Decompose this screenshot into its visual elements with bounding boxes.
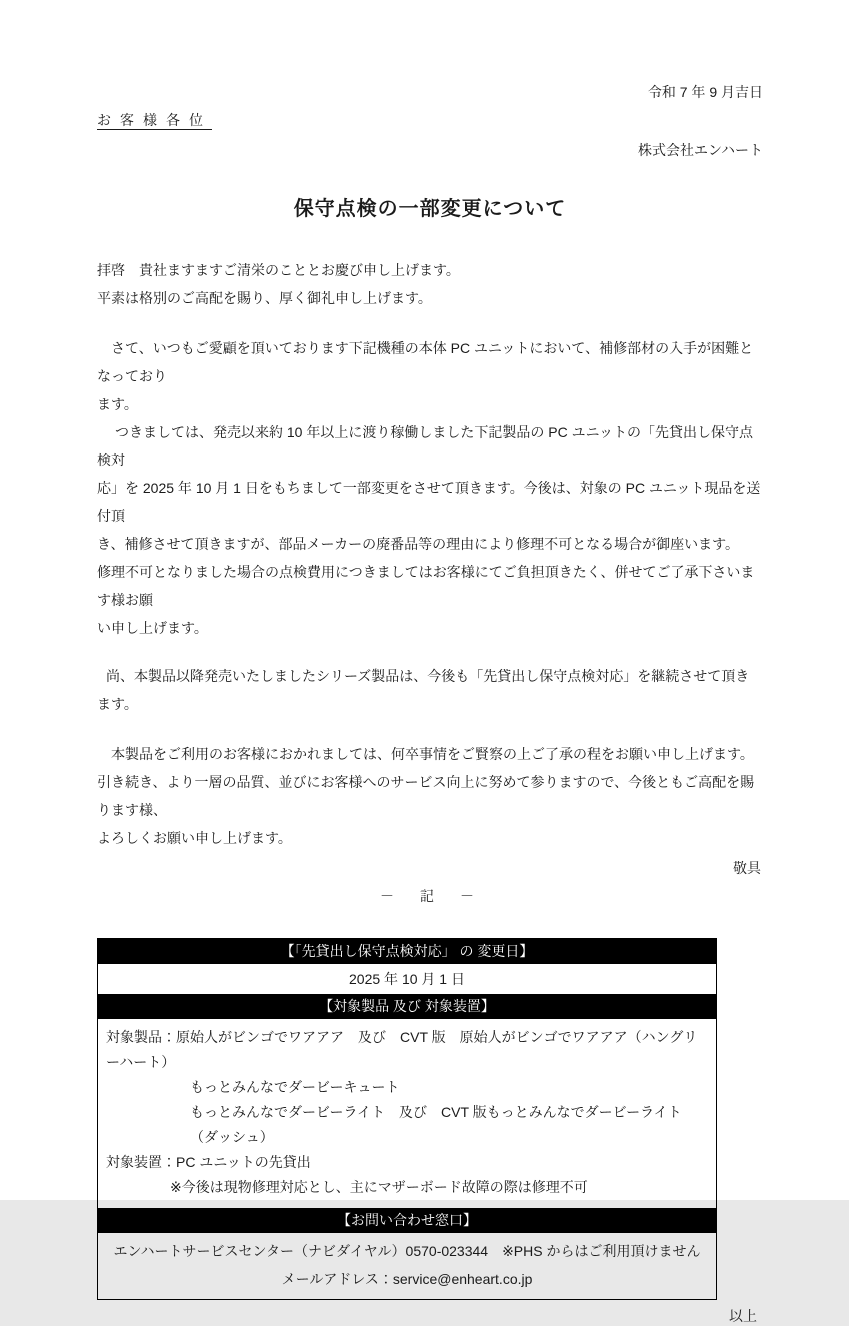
- product-line: もっとみんなでダービーキュート: [190, 1079, 400, 1095]
- closing-keigu: 敬具: [733, 860, 761, 876]
- body-line: 引き続き、より一層の品質、並びにお客様へのサービス向上に努めて参りますので、今後ともご高配を賜ります様、: [97, 774, 755, 818]
- body-line: 拝啓 貴社ますますご清栄のこととお慶び申し上げます。: [97, 262, 460, 278]
- table-header-contact: 【お問い合わせ窓口】: [98, 1208, 716, 1233]
- body-line: つきましては、発売以来約 10 年以上に渡り稼働しました下記製品の PC ユニットの「先貸出し保守点検対: [97, 424, 754, 468]
- body-line: ます。: [97, 396, 138, 412]
- recipient: お客様各位: [97, 112, 212, 128]
- body-line: 本製品をご利用のお客様におかれましては、何卒事情をご賢察の上ご了承の程をお願い申し上げます。: [111, 746, 754, 762]
- body-line: さて、いつもご愛顧を頂いております下記機種の本体 PC ユニットにおいて、補修部材の入手が困難となっており: [97, 340, 754, 384]
- table-header-target: 【対象製品 及び 対象装置】: [98, 994, 716, 1019]
- contact-email-line: メールアドレス：service@enheart.co.jp: [281, 1271, 533, 1287]
- contact-phone-line: エンハートサービスセンター（ナビダイヤル）0570-023344 ※PHS からはご利用頂けません: [113, 1243, 701, 1259]
- note-paragraph: [97, 662, 763, 718]
- device-line: 対象装置：PC ユニットの先貸出: [106, 1154, 311, 1170]
- table-cell-products: [98, 1019, 716, 1208]
- company-name: 株式会社エンハート: [637, 142, 763, 158]
- body-line: よろしくお願い申し上げます。: [97, 830, 292, 846]
- product-line: もっとみんなでダービーライト 及び CVT 版もっとみんなでダービーライト（ダッシュ）: [190, 1104, 682, 1145]
- table-cell-change-date: 2025 年 10 月 1 日: [349, 971, 465, 987]
- table-cell-contact: [98, 1233, 716, 1299]
- main-paragraph: [97, 334, 763, 642]
- body-line: 修理不可となりました場合の点検費用につきましてはお客様にてご負担頂きたく、併せてご了承下さいます様お願: [97, 564, 755, 608]
- body-line: 応」を 2025 年 10 月 1 日をもちまして一部変更をさせて頂きます。今後は、対象の PC ユニット現品を送付頂: [97, 480, 761, 524]
- table-header-change-date: 【「先貸出し保守点検対応」 の 変更日】: [98, 939, 716, 964]
- document-title: 保守点検の一部変更について: [293, 198, 567, 220]
- notice-table: [97, 938, 717, 1300]
- closing-paragraph: [97, 740, 763, 852]
- body-line: い申し上げます。: [97, 620, 208, 636]
- greeting-paragraph: [97, 256, 763, 312]
- body-line: き、補修させて頂きますが、部品メーカーの廃番品等の理由により修理不可となる場合が御座います。: [97, 536, 740, 552]
- end-marker: 以上: [729, 1308, 757, 1324]
- issue-date: 令和 7 年 9 月吉日: [647, 84, 763, 100]
- record-separator: － 記 －: [380, 888, 480, 904]
- product-line: 対象製品：原始人がビンゴでワアアア 及び CVT 版 原始人がビンゴでワアアア（ハングリーハート）: [106, 1029, 698, 1070]
- repair-note-line: ※今後は現物修理対応とし、主にマザーボード故障の際は修理不可: [170, 1179, 588, 1195]
- body-line: 尚、本製品以降発売いたしましたシリーズ製品は、今後も「先貸出し保守点検対応」を継続させて頂きます。: [97, 668, 750, 712]
- recipient-row: [97, 102, 763, 130]
- body-line: 平素は格別のご高配を賜り、厚く御礼申し上げます。: [97, 290, 432, 306]
